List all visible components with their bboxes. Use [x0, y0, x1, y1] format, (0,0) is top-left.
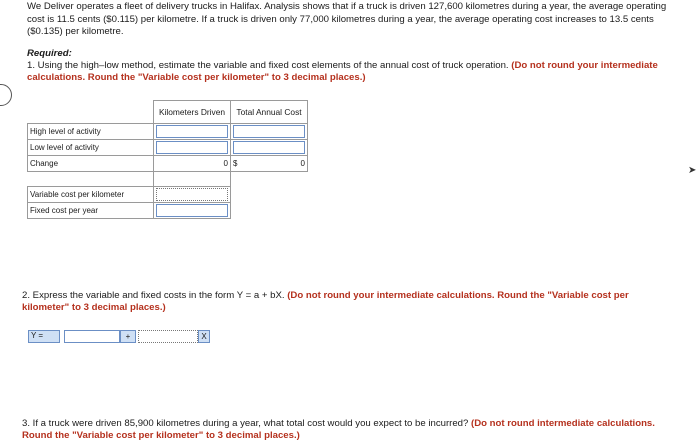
- spacer-cell: [154, 172, 231, 187]
- corner-cell: [28, 101, 154, 124]
- low-km-input[interactable]: [156, 141, 228, 154]
- col-header-cost: Total Annual Cost: [231, 101, 308, 124]
- high-low-table: [27, 100, 308, 219]
- question-3: [22, 418, 682, 442]
- fixed-cost-input[interactable]: [156, 204, 228, 217]
- empty-cell: [231, 203, 308, 219]
- currency-symbol: $: [233, 159, 238, 168]
- spacer-cell: [231, 172, 308, 187]
- change-cost-cell: [231, 156, 308, 172]
- high-cost-input[interactable]: [233, 125, 305, 138]
- question-2: [22, 290, 672, 314]
- question-1-text: 1. Using the high–low method, estimate the variable and fixed cost elements of the annual cost of truck operation.: [27, 60, 509, 71]
- change-cost-value: 0: [300, 159, 305, 168]
- variable-cost-input[interactable]: [156, 188, 228, 201]
- question-2-instruction: (Do not round your intermediate calculations. Round the "Variable cost per kilometer" to 3 decimal places.): [22, 290, 629, 313]
- spacer-cell: [28, 172, 154, 187]
- variable-b-input[interactable]: [138, 330, 198, 343]
- row-label-low: Low level of activity: [28, 140, 154, 156]
- low-cost-input[interactable]: [233, 141, 305, 154]
- change-km-value: 0: [154, 156, 231, 172]
- question-3-text: 3. If a truck were driven 85,900 kilometres during a year, what total cost would you expect to be incurred?: [22, 418, 469, 429]
- y-equals-label: Y =: [28, 330, 60, 343]
- col-header-km: Kilometers Driven: [154, 101, 231, 124]
- question-1: [27, 60, 667, 84]
- row-label-fixed: Fixed cost per year: [28, 203, 154, 219]
- question-3-instruction: (Do not round intermediate calculations. Round the "Variable cost per kilometer" to 3 decimal places.): [22, 418, 655, 441]
- high-km-input[interactable]: [156, 125, 228, 138]
- problem-intro: We Deliver operates a fleet of delivery trucks in Halifax. Analysis shows that if a truck is driven 127,600 kilometres during a year, the average operating cost is 11.5 cents ($0.115) per kilometre. If a truck is driven only 77,000 kilometres during a year, the average operating cost increases to 13.5 cents ($0.135) per kilometre.: [27, 1, 667, 37]
- required-heading: Required:: [27, 48, 72, 59]
- row-label-high: High level of activity: [28, 124, 154, 140]
- mouse-cursor-icon: ➤: [688, 165, 697, 176]
- row-label-variable: Variable cost per kilometer: [28, 187, 154, 203]
- fixed-a-input[interactable]: [64, 330, 120, 343]
- question-2-text: 2. Express the variable and fixed costs in the form Y = a + bX.: [22, 290, 285, 301]
- x-label: X: [198, 330, 210, 343]
- row-label-change: Change: [28, 156, 154, 172]
- empty-cell: [231, 187, 308, 203]
- question-1-instruction: (Do not round your intermediate calculations. Round the "Variable cost per kilometer" to 3 decimal places.): [27, 60, 658, 83]
- nav-circle-icon[interactable]: [0, 84, 12, 106]
- equation-row: [28, 330, 210, 343]
- plus-sign: +: [120, 330, 136, 343]
